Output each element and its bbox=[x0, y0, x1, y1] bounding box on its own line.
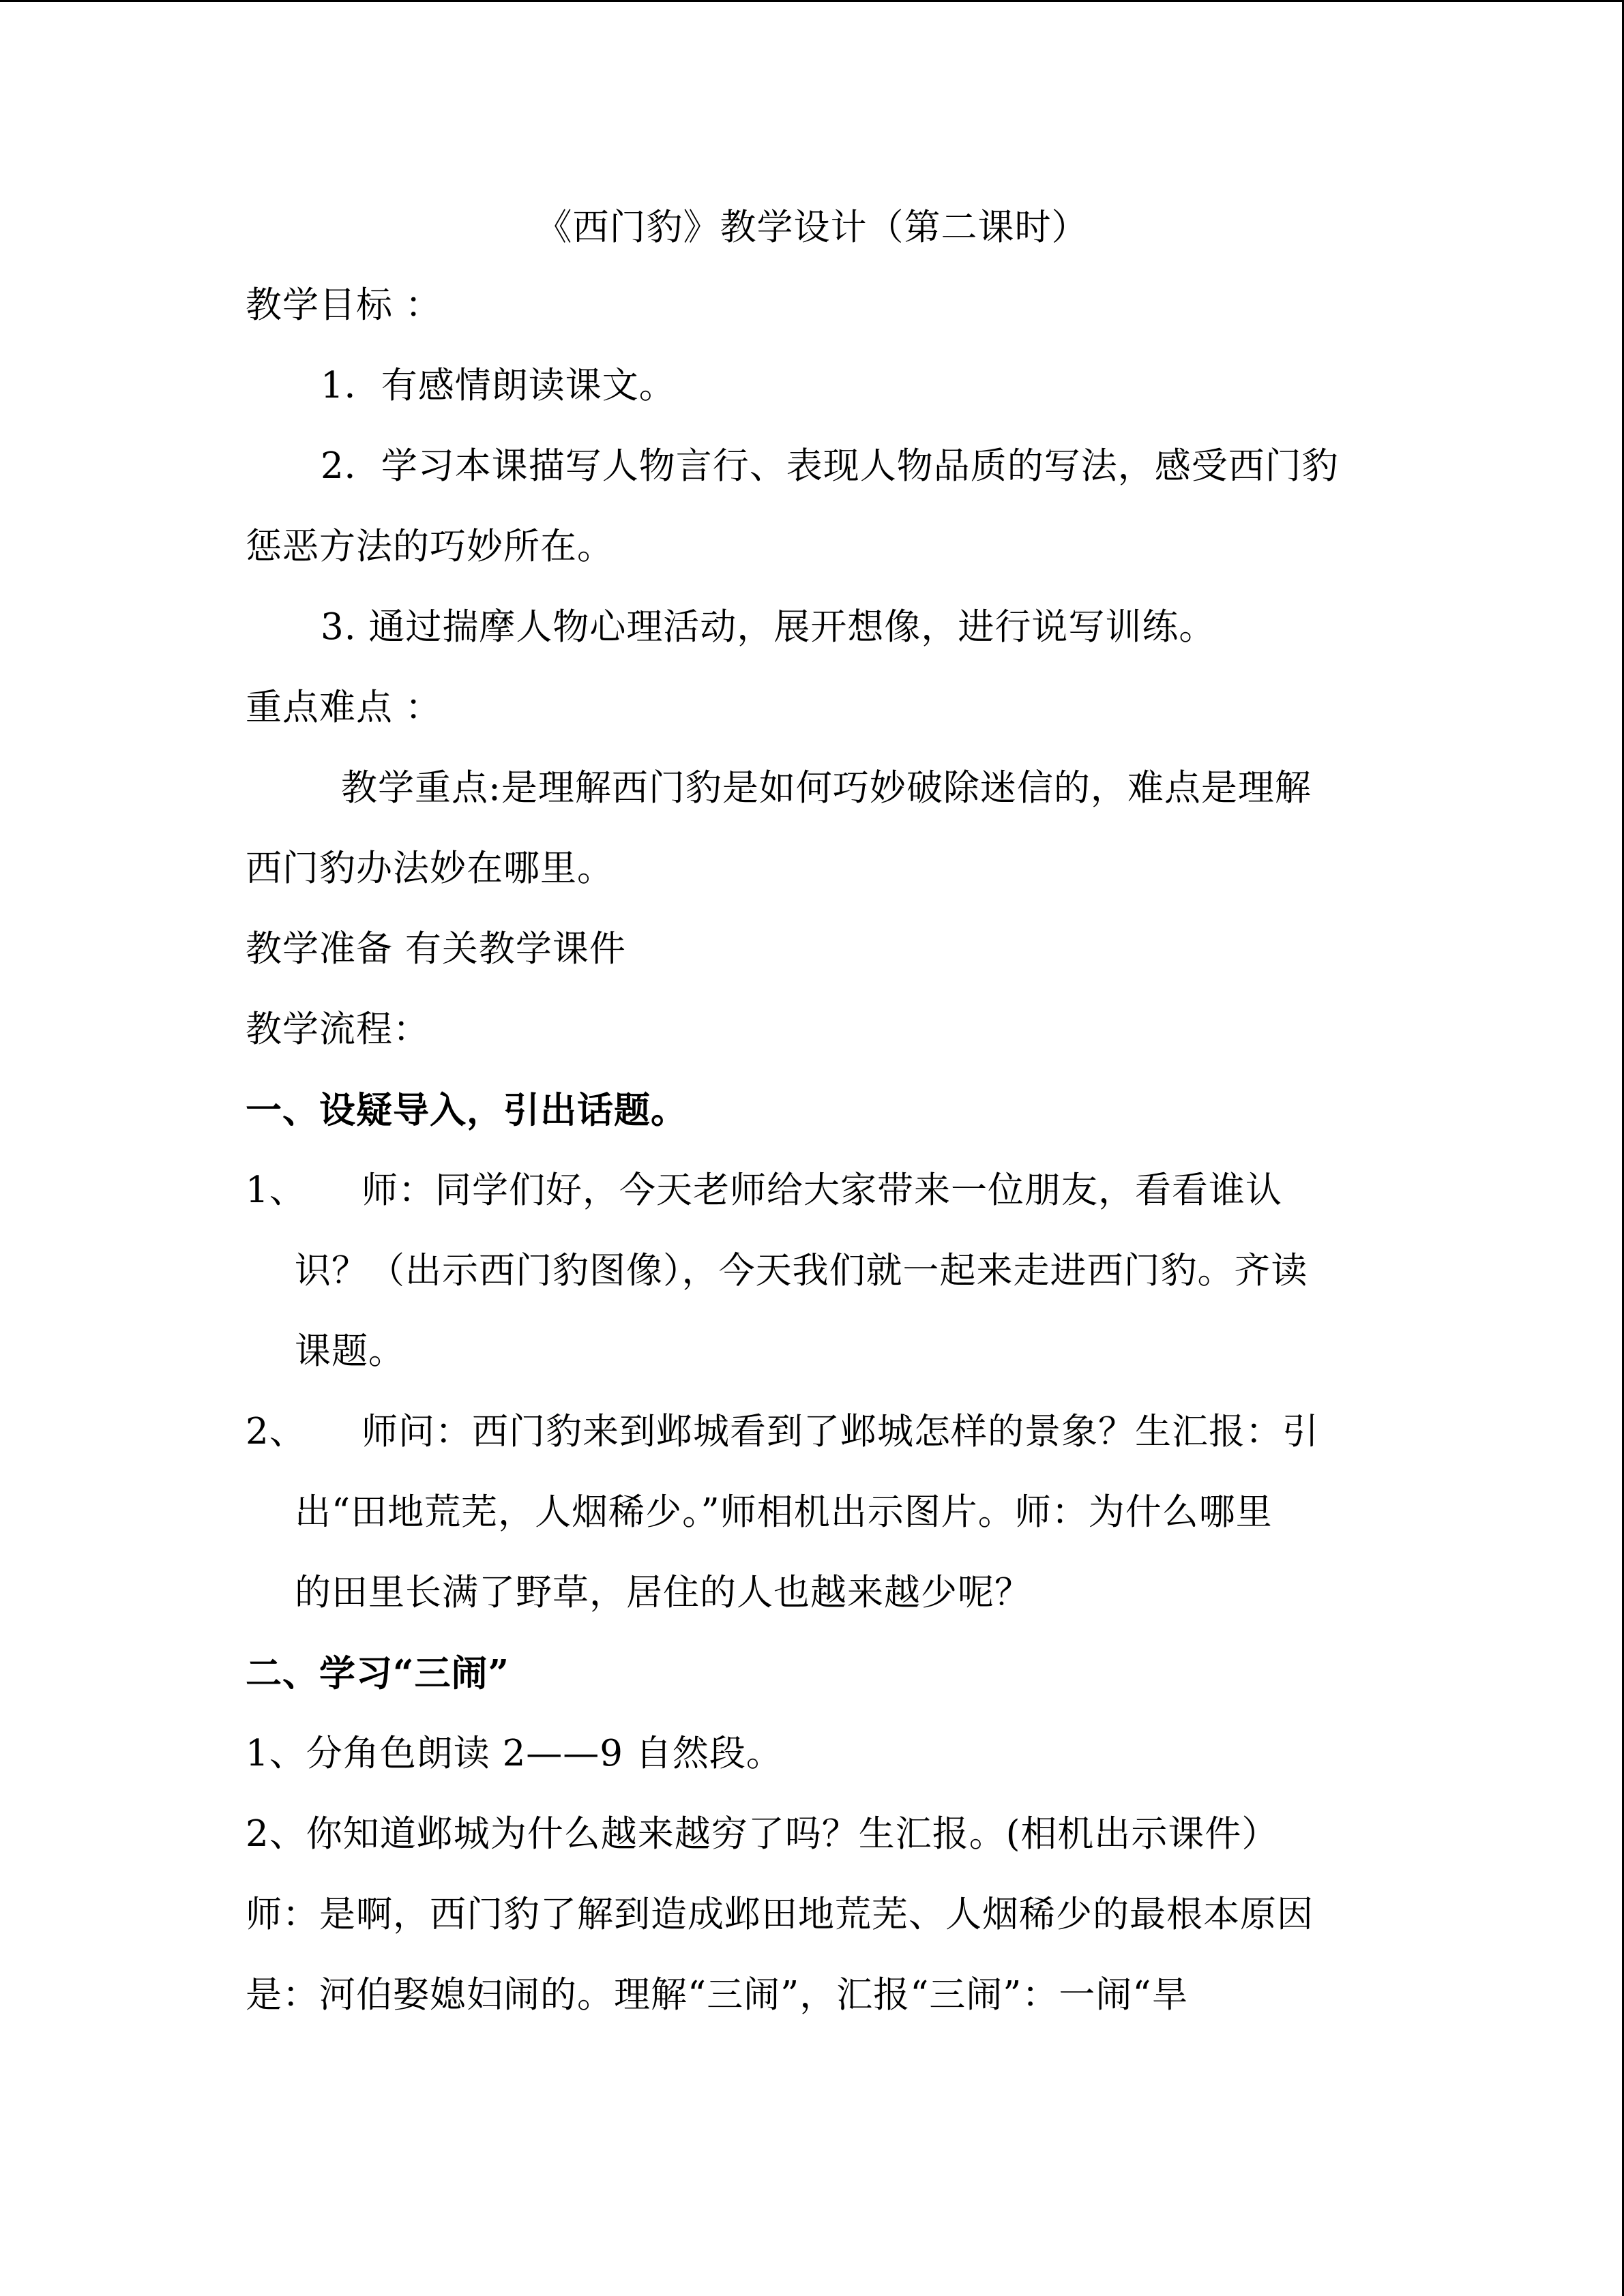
objective-line: 3. 通过揣摩人物心理活动，展开想像，进行说写训练。 bbox=[321, 606, 1216, 648]
objectives-heading: 教学目标 ： bbox=[246, 284, 442, 326]
list-item-continuation: 出“田地荒芜，人烟稀少。”师相机出示图片。师：为什么哪里 bbox=[295, 1491, 1273, 1533]
list-item-continuation: 课题。 bbox=[295, 1330, 405, 1372]
objective-line: 1．有感情朗读课文。 bbox=[321, 365, 676, 406]
key-points-heading: 重点难点 ： bbox=[246, 687, 442, 728]
section2-line: 1、分角色朗读 2——9 自然段。 bbox=[246, 1733, 783, 1774]
section2-line: 是：河伯娶媳妇闹的。理解“三闹”，汇报“三闹”：一闹“旱 bbox=[246, 1974, 1189, 2016]
list-item-continuation: 识？（出示西门豹图像），今天我们就一起来走进西门豹。齐读 bbox=[295, 1250, 1308, 1292]
list-item-text: 师：同学们好，今天老师给大家带来一位朋友，看看谁认 bbox=[361, 1169, 1282, 1211]
list-item-text: 师问：西门豹来到邺城看到了邺城怎样的景象？生汇报：引 bbox=[361, 1411, 1319, 1452]
section2-line: 2、你知道邺城为什么越来越穷了吗？生汇报。(相机出示课件） bbox=[246, 1813, 1279, 1855]
section2-heading: 二、学习“三闹” bbox=[246, 1652, 510, 1695]
process-heading: 教学流程： bbox=[246, 1009, 430, 1050]
list-item-number: 1、 bbox=[246, 1169, 306, 1211]
section2-line: 师：是啊，西门豹了解到造成邺田地荒芜、人烟稀少的最根本原因 bbox=[246, 1894, 1314, 1935]
objective-line: 2．学习本课描写人物言行、表现人物品质的写法，感受西门豹 bbox=[321, 445, 1339, 487]
document-title: 《西门豹》教学设计（第二课时） bbox=[535, 207, 1089, 248]
section1-heading: 一、设疑导入，引出话题。 bbox=[246, 1089, 688, 1131]
list-item bbox=[246, 1410, 1319, 1454]
list-item-continuation: 的田里长满了野草，居住的人也越来越少呢？ bbox=[295, 1572, 1031, 1613]
key-points-line: 教学重点:是理解西门豹是如何巧妙破除迷信的，难点是理解 bbox=[341, 767, 1312, 809]
list-item bbox=[246, 1169, 1282, 1212]
key-points-line: 西门豹办法妙在哪里。 bbox=[246, 848, 614, 889]
list-item-number: 2、 bbox=[246, 1411, 306, 1452]
objective-line: 惩恶方法的巧妙所在。 bbox=[246, 526, 614, 567]
preparation-line: 教学准备 有关教学课件 bbox=[246, 928, 626, 970]
